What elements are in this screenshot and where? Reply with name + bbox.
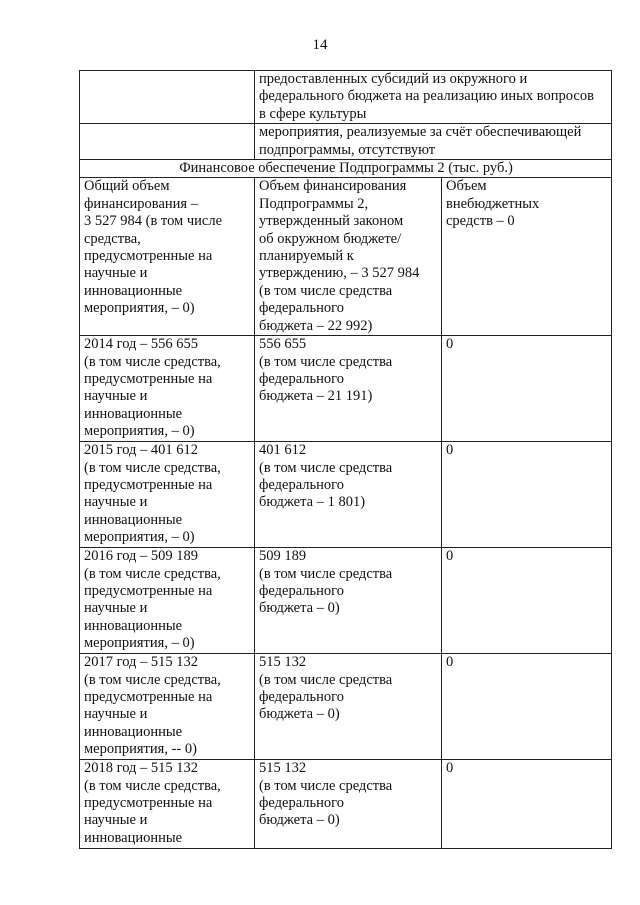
year-offbudget-cell bbox=[442, 548, 612, 654]
text-line: научные и bbox=[84, 388, 148, 405]
text-line: мероприятия, – 0) bbox=[84, 300, 195, 317]
text-line: инновационные bbox=[84, 617, 183, 634]
empty-label-cell bbox=[80, 124, 255, 160]
text-line: средств – 0 bbox=[446, 213, 515, 230]
year-budget-cell bbox=[255, 442, 442, 548]
text-line: (в том числе средства bbox=[259, 282, 393, 299]
text-line: предусмотренные на bbox=[84, 794, 213, 811]
text-line: 509 189 bbox=[259, 548, 307, 565]
text-line: 515 132 bbox=[259, 760, 307, 777]
text-line: 0 bbox=[446, 336, 454, 353]
text-line: инновационные bbox=[84, 723, 183, 740]
text-line: средства, bbox=[84, 230, 141, 247]
text-line: научные и bbox=[84, 494, 148, 511]
text-line: Объем bbox=[446, 178, 487, 195]
text-line: федерального bbox=[259, 582, 344, 599]
text-line: 2017 год – 515 132 bbox=[84, 654, 199, 671]
financing-table bbox=[79, 70, 612, 849]
table-row bbox=[80, 71, 612, 124]
text-line: 515 132 bbox=[259, 654, 307, 671]
off-budget-cell bbox=[442, 178, 612, 336]
text-line: подпрограммы, отсутствуют bbox=[259, 141, 436, 158]
text-line: 2018 год – 515 132 bbox=[84, 760, 199, 777]
text-line: (в том числе средства, bbox=[84, 459, 221, 476]
year-offbudget-cell bbox=[442, 336, 612, 442]
text-line: предусмотренные на bbox=[84, 248, 213, 265]
text-line: мероприятия, – 0) bbox=[84, 635, 195, 652]
text-line: мероприятия, реализуемые за счёт обеспечивающей bbox=[259, 124, 582, 141]
text-line: мероприятия, – 0) bbox=[84, 423, 195, 440]
text-line: (в том числе средства, bbox=[84, 565, 221, 582]
table-row bbox=[80, 178, 612, 336]
text-line: (в том числе средства bbox=[259, 777, 393, 794]
text-line: 0 bbox=[446, 548, 454, 565]
text-line: научные и bbox=[84, 706, 148, 723]
text-line: инновационные bbox=[84, 511, 183, 528]
text-line: научные и bbox=[84, 600, 148, 617]
table-row bbox=[80, 336, 612, 442]
text-line: федерального bbox=[259, 300, 344, 317]
table-row bbox=[80, 442, 612, 548]
text-line: (в том числе средства, bbox=[84, 353, 221, 370]
text-line: (в том числе средства bbox=[259, 459, 393, 476]
table-row bbox=[80, 654, 612, 760]
text-line: Объем финансирования bbox=[259, 178, 407, 195]
text-line: 0 bbox=[446, 760, 454, 777]
year-budget-cell bbox=[255, 654, 442, 760]
text-line: Подпрограммы 2, bbox=[259, 195, 369, 212]
table-row bbox=[80, 124, 612, 160]
text-line: предусмотренные на bbox=[84, 688, 213, 705]
empty-label-cell bbox=[80, 71, 255, 124]
text-line: 2016 год – 509 189 bbox=[84, 548, 199, 565]
year-offbudget-cell bbox=[442, 760, 612, 849]
subsidies-cell bbox=[255, 71, 612, 124]
year-total-cell bbox=[80, 336, 255, 442]
year-total-cell bbox=[80, 548, 255, 654]
text-line: мероприятия, -- 0) bbox=[84, 741, 197, 758]
table-row bbox=[80, 760, 612, 849]
year-total-cell bbox=[80, 654, 255, 760]
text-line: 2015 год – 401 612 bbox=[84, 442, 199, 459]
text-line: федерального bbox=[259, 370, 344, 387]
text-line: бюджета – 0) bbox=[259, 600, 340, 617]
text-line: 401 612 bbox=[259, 442, 307, 459]
text-line: (в том числе средства, bbox=[84, 671, 221, 688]
table-row bbox=[80, 548, 612, 654]
text-line: 0 bbox=[446, 654, 454, 671]
section-title: Финансовое обеспечение Подпрограммы 2 (тыс. руб.) bbox=[80, 160, 612, 178]
text-line: 556 655 bbox=[259, 336, 307, 353]
text-line: 2014 год – 556 655 bbox=[84, 336, 199, 353]
text-line: финансирования – bbox=[84, 195, 198, 212]
text-line: (в том числе средства, bbox=[84, 777, 221, 794]
year-total-cell bbox=[80, 760, 255, 849]
text-line: бюджета – 1 801) bbox=[259, 494, 366, 511]
text-line: бюджета – 21 191) bbox=[259, 388, 373, 405]
text-line: предусмотренные на bbox=[84, 582, 213, 599]
text-line: утвержденный законом bbox=[259, 213, 404, 230]
text-line: федерального bbox=[259, 688, 344, 705]
year-offbudget-cell bbox=[442, 654, 612, 760]
text-line: 3 527 984 (в том числе bbox=[84, 213, 223, 230]
text-line: в сфере культуры bbox=[259, 105, 367, 122]
text-line: предоставленных субсидий из окружного и bbox=[259, 71, 528, 87]
text-line: (в том числе средства bbox=[259, 565, 393, 582]
text-line: федерального bbox=[259, 794, 344, 811]
year-budget-cell bbox=[255, 760, 442, 849]
activities-cell bbox=[255, 124, 612, 160]
text-line: бюджета – 22 992) bbox=[259, 317, 373, 334]
text-line: предусмотренные на bbox=[84, 370, 213, 387]
text-line: об окружном бюджете/ bbox=[259, 230, 402, 247]
text-line: внебюджетных bbox=[446, 195, 540, 212]
text-line: планируемый к bbox=[259, 248, 354, 265]
text-line: 0 bbox=[446, 442, 454, 459]
text-line: федерального bbox=[259, 476, 344, 493]
text-line: Общий объем bbox=[84, 178, 170, 195]
text-line: федерального бюджета на реализацию иных вопросов bbox=[259, 88, 594, 105]
year-budget-cell bbox=[255, 336, 442, 442]
text-line: бюджета – 0) bbox=[259, 706, 340, 723]
text-line: инновационные bbox=[84, 829, 183, 846]
year-total-cell bbox=[80, 442, 255, 548]
year-budget-cell bbox=[255, 548, 442, 654]
text-line: утверждению, – 3 527 984 bbox=[259, 265, 420, 282]
text-line: бюджета – 0) bbox=[259, 812, 340, 829]
text-line: научные и bbox=[84, 812, 148, 829]
text-line: инновационные bbox=[84, 405, 183, 422]
year-offbudget-cell bbox=[442, 442, 612, 548]
text-line: предусмотренные на bbox=[84, 476, 213, 493]
page-number: 14 bbox=[312, 37, 328, 53]
text-line: мероприятия, – 0) bbox=[84, 529, 195, 546]
text-line: инновационные bbox=[84, 282, 183, 299]
total-funding-cell bbox=[80, 178, 255, 336]
table-row bbox=[80, 160, 612, 178]
text-line: научные и bbox=[84, 265, 148, 282]
text-line: (в том числе средства bbox=[259, 353, 393, 370]
approved-budget-cell bbox=[255, 178, 442, 336]
text-line: (в том числе средства bbox=[259, 671, 393, 688]
